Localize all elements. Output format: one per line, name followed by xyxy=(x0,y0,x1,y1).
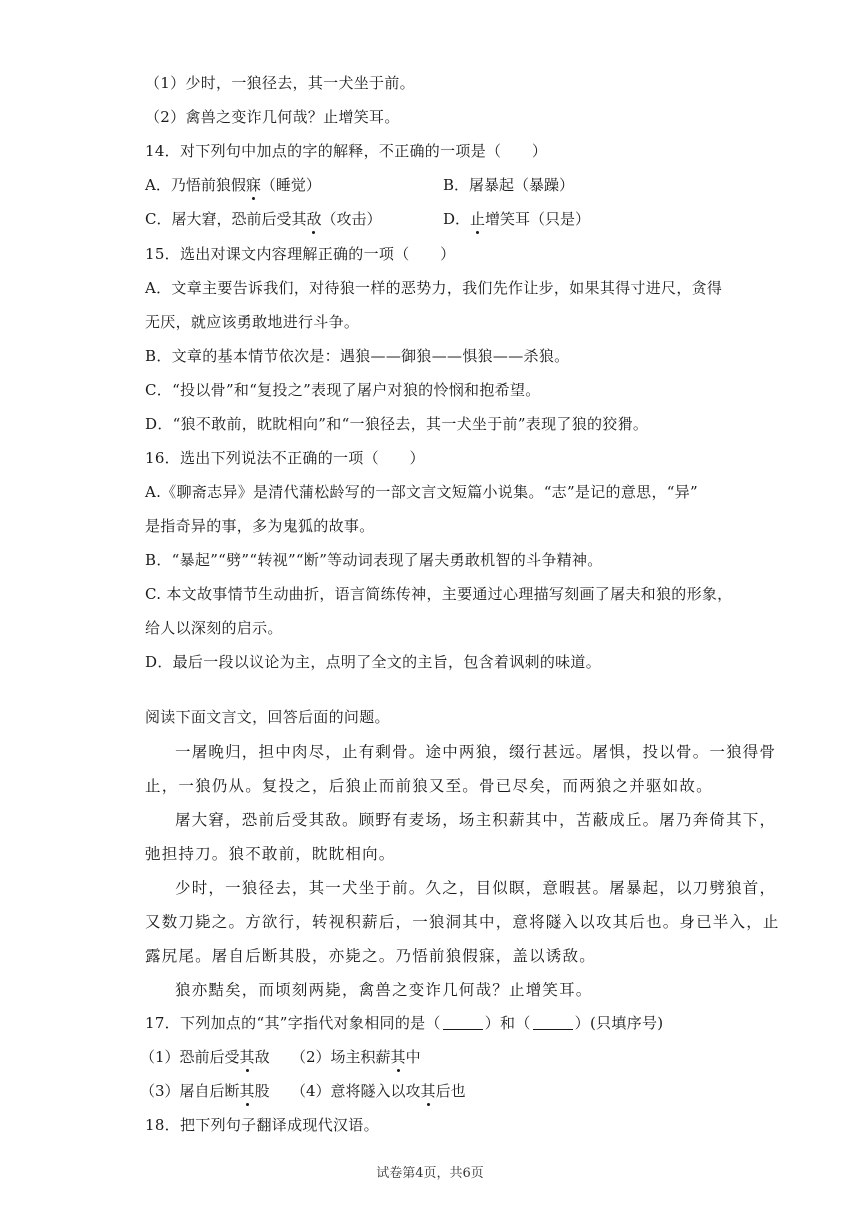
question-15: 15．选出对课文内容理解正确的一项（ ） xyxy=(145,245,456,263)
question-14: 14．对下列句中加点的字的解释，不正确的一项是（ ） xyxy=(145,142,548,160)
q16-option-b: B．“暴起”“劈”“转视”“断”等动词表现了屠夫勇敢机智的斗争精神。 xyxy=(145,551,603,569)
quote-line-1: （1）少时，一狼径去，其一犬坐于前。 xyxy=(145,74,415,92)
page-footer: 试卷第4页，共6页 xyxy=(376,1166,484,1181)
question-18: 18．把下列句子翻译成现代汉语。 xyxy=(145,1116,379,1134)
passage-p3-line2: 又数刀毙之。方欲行，转视积薪后，一狼洞其中，意将隧入以攻其后也。身已半入，止 xyxy=(145,913,780,931)
q15-option-d: D．“狼不敢前，眈眈相向”和“一狼径去，其一犬坐于前”表现了狼的狡猾。 xyxy=(145,415,649,433)
q17-option-3: （3）屠自后断其股 xyxy=(140,1082,270,1100)
answer-blank-2[interactable] xyxy=(533,1015,573,1030)
emphasis-dot-char: 其 xyxy=(390,1048,406,1066)
q17-option-2: （2）场主积薪其中 xyxy=(291,1048,421,1066)
emphasis-dot-char: 其 xyxy=(420,1082,436,1100)
question-17: 17．下列加点的“其”字指代对象相同的是（ ）和（ ）(只填序号) xyxy=(145,1014,664,1032)
emphasis-dot-char: 止 xyxy=(470,210,486,228)
q14-option-d: D．止增笑耳（只是） xyxy=(443,210,591,228)
q15-option-a-line2: 无厌，就应该勇敢地进行斗争。 xyxy=(145,313,360,331)
q15-option-b: B．文章的基本情节依次是：遇狼——御狼——惧狼——杀狼。 xyxy=(145,347,570,365)
emphasis-dot-char: 敌 xyxy=(306,210,322,228)
passage-p2-line2: 弛担持刀。狼不敢前，眈眈相向。 xyxy=(145,845,396,863)
q15-option-a-line1: A．文章主要告诉我们，对待狼一样的恶势力，我们先作让步，如果其得寸进尺，贪得 xyxy=(145,279,723,297)
emphasis-dot-char: 其 xyxy=(239,1048,255,1066)
emphasis-dot-char: 寐 xyxy=(245,176,261,194)
q16-option-c-line2: 给人以深刻的启示。 xyxy=(145,619,283,637)
q17-option-1: （1）恐前后受其敌 xyxy=(140,1048,270,1066)
reading-instruction: 阅读下面文言文，回答后面的问题。 xyxy=(145,708,390,726)
passage-p3-line1: 少时，一狼径去，其一犬坐于前。久之，目似瞑，意暇甚。屠暴起，以刀劈狼首， xyxy=(175,879,777,897)
q14-option-a: A．乃悟前狼假寐（睡觉） xyxy=(145,176,321,194)
q15-option-c: C．“投以骨”和“复投之”表现了屠户对狼的怜悯和抱希望。 xyxy=(145,381,541,399)
quote-line-2: （2）禽兽之变诈几何哉？止增笑耳。 xyxy=(145,108,400,126)
q16-option-d: D．最后一段以议论为主，点明了全文的主旨，包含着讽刺的味道。 xyxy=(145,653,602,671)
q16-option-a-line2: 是指奇异的事，多为鬼狐的故事。 xyxy=(145,517,375,535)
q17-option-4: （4）意将隧入以攻其后也 xyxy=(291,1082,466,1100)
q16-option-a-line1: A.《聊斋志异》是清代蒲松龄写的一部文言文短篇小说集。“志”是记的意思，“异” xyxy=(145,483,698,501)
passage-p1-line2: 止，一狼仍从。复投之，后狼止而前狼又至。骨已尽矣，而两狼之并驱如故。 xyxy=(145,777,713,795)
q14-option-c: C．屠大窘，恐前后受其敌（攻击） xyxy=(145,210,382,228)
passage-p2-line1: 屠大窘，恐前后受其敌。顾野有麦场，场主积薪其中，苫蔽成丘。屠乃奔倚其下， xyxy=(175,811,777,829)
answer-blank-1[interactable] xyxy=(443,1015,483,1030)
q16-option-c-line1: C. 本文故事情节生动曲折，语言简练传神，主要通过心理描写刻画了屠夫和狼的形象， xyxy=(145,585,733,603)
passage-p1-line1: 一屠晚归，担中肉尽，止有剩骨。途中两狼，缀行甚远。屠惧，投以骨。一狼得骨 xyxy=(175,743,777,761)
passage-p3-line3: 露尻尾。屠自后断其股，亦毙之。乃悟前狼假寐，盖以诱敌。 xyxy=(145,947,596,965)
passage-p4: 狼亦黠矣，而顷刻两毙，禽兽之变诈几何哉？止增笑耳。 xyxy=(175,981,593,999)
question-16: 16．选出下列说法不正确的一项（ ） xyxy=(145,449,425,467)
q14-option-b: B．屠暴起（暴躁） xyxy=(443,176,575,194)
emphasis-dot-char: 其 xyxy=(239,1082,255,1100)
